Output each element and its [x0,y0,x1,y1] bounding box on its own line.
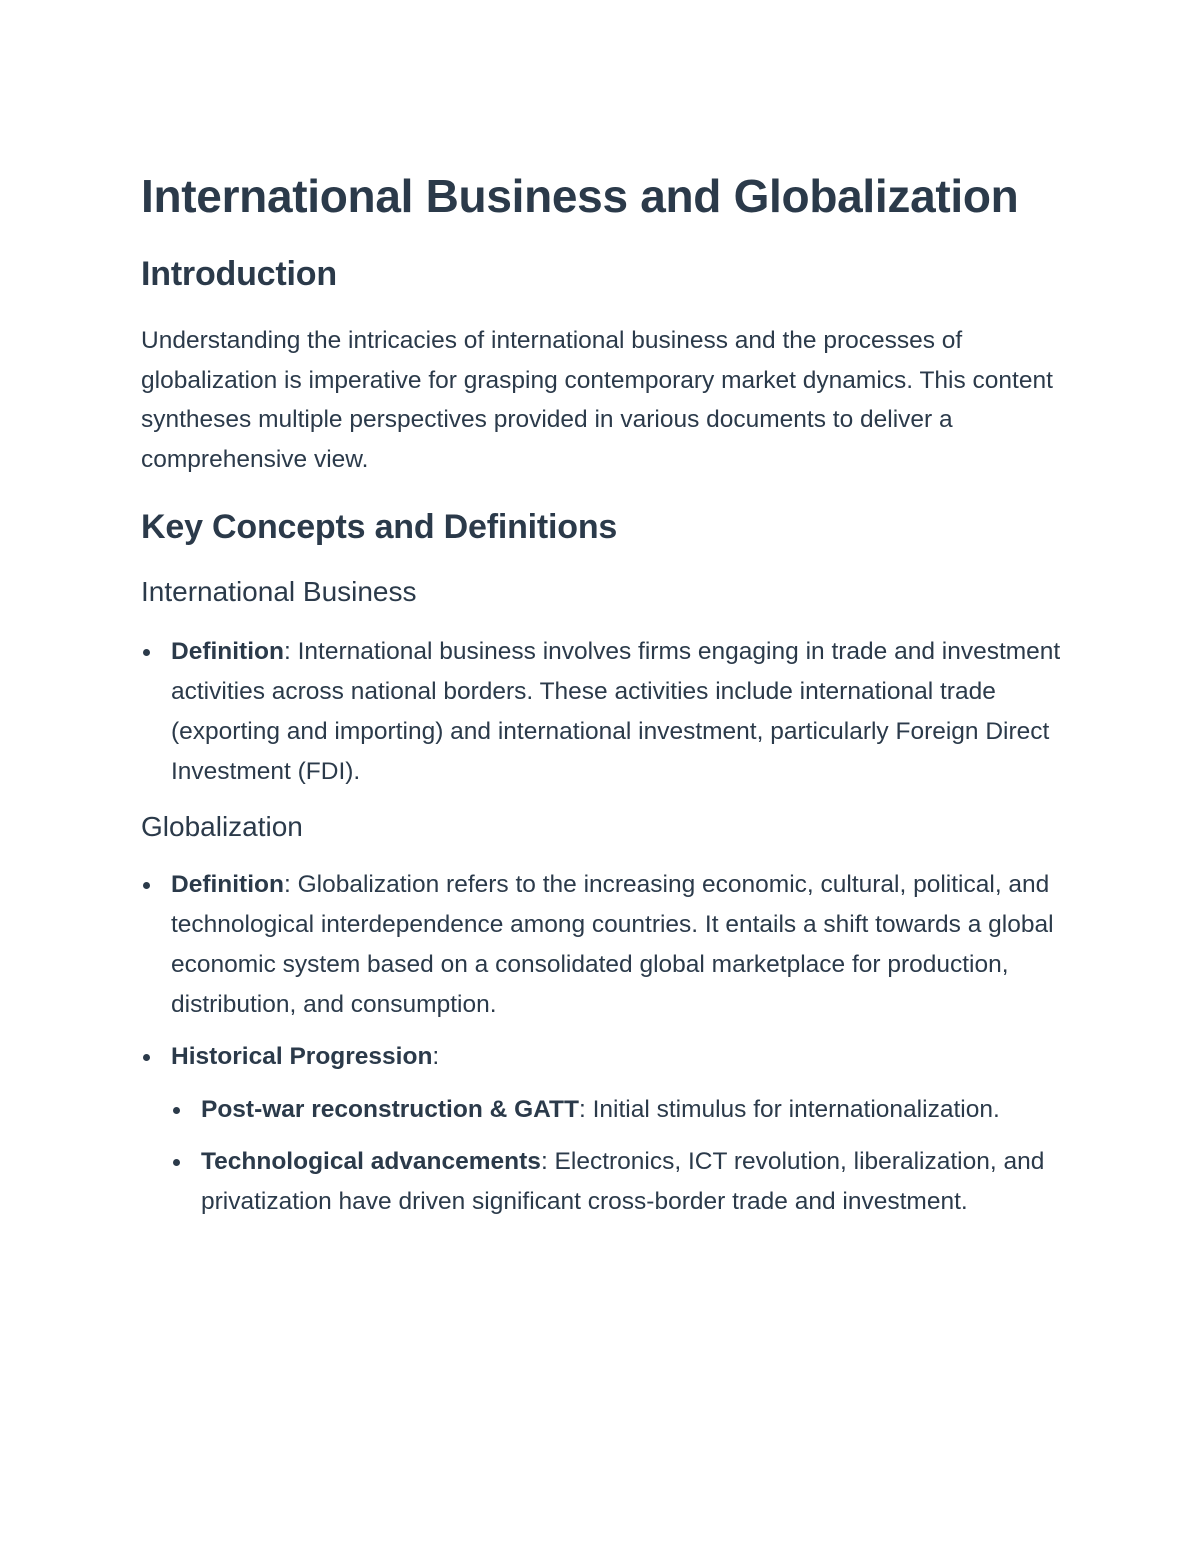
document-page [141,165,1061,1222]
list-item-text: : [432,1043,440,1070]
list-item [141,632,1061,792]
list-item [141,1037,1061,1222]
globalization-list [141,865,1061,1222]
international-business-list [141,632,1061,792]
bullet-icon [143,882,150,889]
list-item [141,865,1061,1025]
list-item-term: Definition [171,638,284,665]
sublist-item [171,1090,1061,1130]
sublist-item-term: Technological advancements [201,1148,541,1175]
bullet-icon [143,1054,150,1061]
international-business-heading: International Business [141,576,417,607]
introduction-paragraph: Understanding the intricacies of international business and the processes of globalization is imperative for grasping contemporary market dynamics. This content syntheses multiple perspectives provided in various documents to deliver a comprehensive view. [141,327,1053,473]
list-item-text: : International business involves firms engaging in trade and investment activities across national borders. These activities include international trade (exporting and importing) and international investment, particularly Foreign Direct Investment (FDI). [171,638,1061,785]
sublist-item [171,1142,1061,1222]
bullet-icon [173,1159,180,1166]
key-concepts-heading: Key Concepts and Definitions [141,508,618,546]
list-item-text: : Globalization refers to the increasing economic, cultural, political, and technological interdependence among countries. It entails a shift towards a global economic system based on a consolidated global marketplace for production, distribution, and consumption. [171,871,1054,1018]
bullet-icon [173,1107,180,1114]
sublist-item-text: : Initial stimulus for internationalization. [578,1096,1000,1123]
globalization-heading: Globalization [141,811,303,842]
historical-progression-sublist [171,1090,1061,1222]
bullet-icon [143,649,150,656]
sublist-item-text: : Electronics, ICT revolution, liberalization, and privatization have driven significant cross-border trade and investment. [201,1148,1045,1215]
sublist-item-term: Post-war reconstruction & GATT [201,1096,579,1123]
introduction-heading: Introduction [141,255,337,293]
list-item-term: Definition [171,871,284,898]
document-title: International Business and Globalization [141,170,1019,222]
list-item-term: Historical Progression [171,1043,433,1070]
